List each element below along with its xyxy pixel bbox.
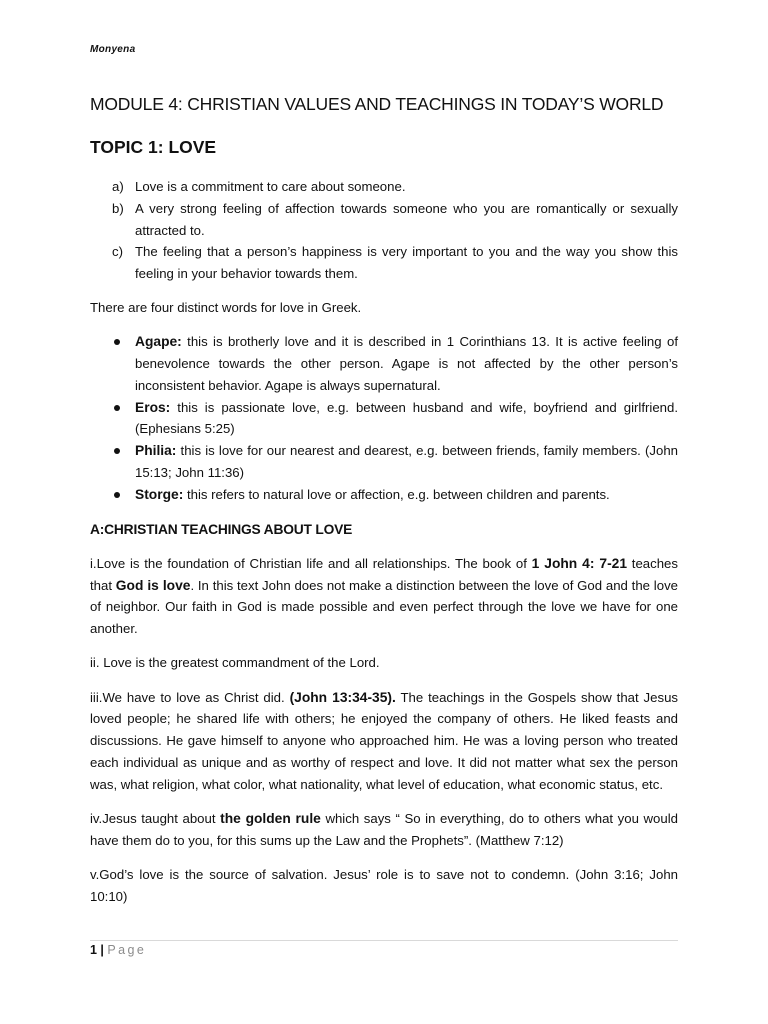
page-footer: [90, 943, 146, 957]
greek-intro: There are four distinct words for love in Greek.: [90, 299, 362, 315]
greek-description: this is passionate love, e.g. between husband and wife, boyfriend and girlfriend. (Ephesians 5:25): [135, 399, 678, 437]
bullet-icon: [114, 492, 120, 498]
greek-term: Philia:: [135, 443, 177, 459]
teaching-text: iii.We have to love as Christ did.: [90, 689, 290, 705]
teaching-text: . In this text John does not make a distinction between the love of God and the love of neighbor. Our faith in God is made possible and even perfect through the love we have for one another.: [90, 577, 678, 637]
greek-description: this refers to natural love or affection, e.g. between children and parents.: [183, 486, 610, 502]
definition-text: Love is a commitment to care about someone.: [135, 179, 406, 194]
definition-text: A very strong feeling of affection towards someone who you are romantically or sexually attracted to.: [135, 200, 678, 238]
teaching-text: v.God’s love is the source of salvation. Jesus’ role is to save not to condemn. (John 3:16; John 10:10): [90, 866, 678, 904]
greek-description: this is love for our nearest and dearest, e.g. between friends, family members. (John 15:13; John 11:36): [135, 443, 678, 480]
definition-text: The feeling that a person’s happiness is very important to you and the way you show this feeling in your behavior towards them.: [135, 244, 678, 282]
footer-divider: [90, 940, 678, 941]
greek-description: this is brotherly love and it is described in 1 Corinthians 13. It is active feeling of benevolence towards the other person. Agape is not affected by the other person’s inconsistent behavior. Agape is always supernatural.: [135, 334, 678, 393]
page-number: 1: [90, 943, 97, 957]
greek-word-item: [90, 484, 678, 506]
greek-word-item: [90, 440, 678, 484]
page-label: Page: [107, 943, 147, 957]
key-phrase: God is love: [115, 577, 191, 593]
header-author: Monyena: [90, 44, 136, 55]
definition-list: [90, 176, 678, 285]
teaching-paragraph: [90, 652, 678, 674]
teaching-text: i.Love is the foundation of Christian life and all relationships. The book of: [90, 555, 532, 571]
definition-marker: c): [112, 244, 123, 260]
key-phrase: the golden rule: [220, 810, 321, 826]
teaching-paragraph: [90, 808, 678, 852]
teaching-text: teaches that: [90, 555, 678, 593]
scripture-reference: 1 John 4: 7-21: [531, 555, 628, 571]
teaching-text: which says “ So in everything, do to others what you would have them do to you, for this sums up the Law and the Prophets”. (Matthew 7:12): [90, 810, 678, 848]
topic-heading: TOPIC 1: LOVE: [90, 137, 217, 157]
page-separator: |: [96, 943, 108, 957]
bullet-icon: [114, 339, 120, 345]
definition-item: [90, 241, 678, 285]
teaching-text: ii. Love is the greatest commandment of the Lord.: [90, 655, 380, 671]
greek-term: Agape:: [135, 334, 182, 350]
greek-word-item: [90, 331, 678, 396]
greek-word-item: [90, 397, 678, 441]
definition-marker: b): [112, 200, 124, 216]
definition-marker: a): [112, 179, 124, 194]
greek-term: Eros:: [135, 399, 171, 415]
teaching-paragraph: [90, 553, 678, 640]
definition-item: [90, 198, 678, 242]
bullet-icon: [114, 448, 120, 454]
definition-item: [90, 176, 678, 198]
scripture-reference: (John 13:34-35).: [289, 689, 396, 705]
greek-term: Storge:: [135, 486, 184, 502]
document-body: [90, 176, 678, 920]
module-title: MODULE 4: CHRISTIAN VALUES AND TEACHINGS IN TODAY’S WORLD: [90, 94, 664, 114]
section-heading: A:CHRISTIAN TEACHINGS ABOUT LOVE: [90, 521, 353, 537]
bullet-icon: [114, 405, 120, 411]
teaching-paragraph: [90, 687, 678, 796]
teaching-paragraph: [90, 864, 678, 908]
greek-words-list: [90, 331, 678, 505]
spacer: [90, 509, 678, 519]
document-page: [90, 0, 678, 1024]
teaching-text: The teachings in the Gospels show that Jesus loved people; he shared life with others; he enjoyed the company of others. He liked feasts and discussions. He gave himself to anyone who approached him. He was a loving person who treated each individual as unique and as worthy of respect and love. It did not matter what sex the person was, what religion, what color, what nationality, what level of education, what economic status, etc.: [90, 689, 678, 792]
teaching-text: iv.Jesus taught about: [90, 810, 221, 826]
